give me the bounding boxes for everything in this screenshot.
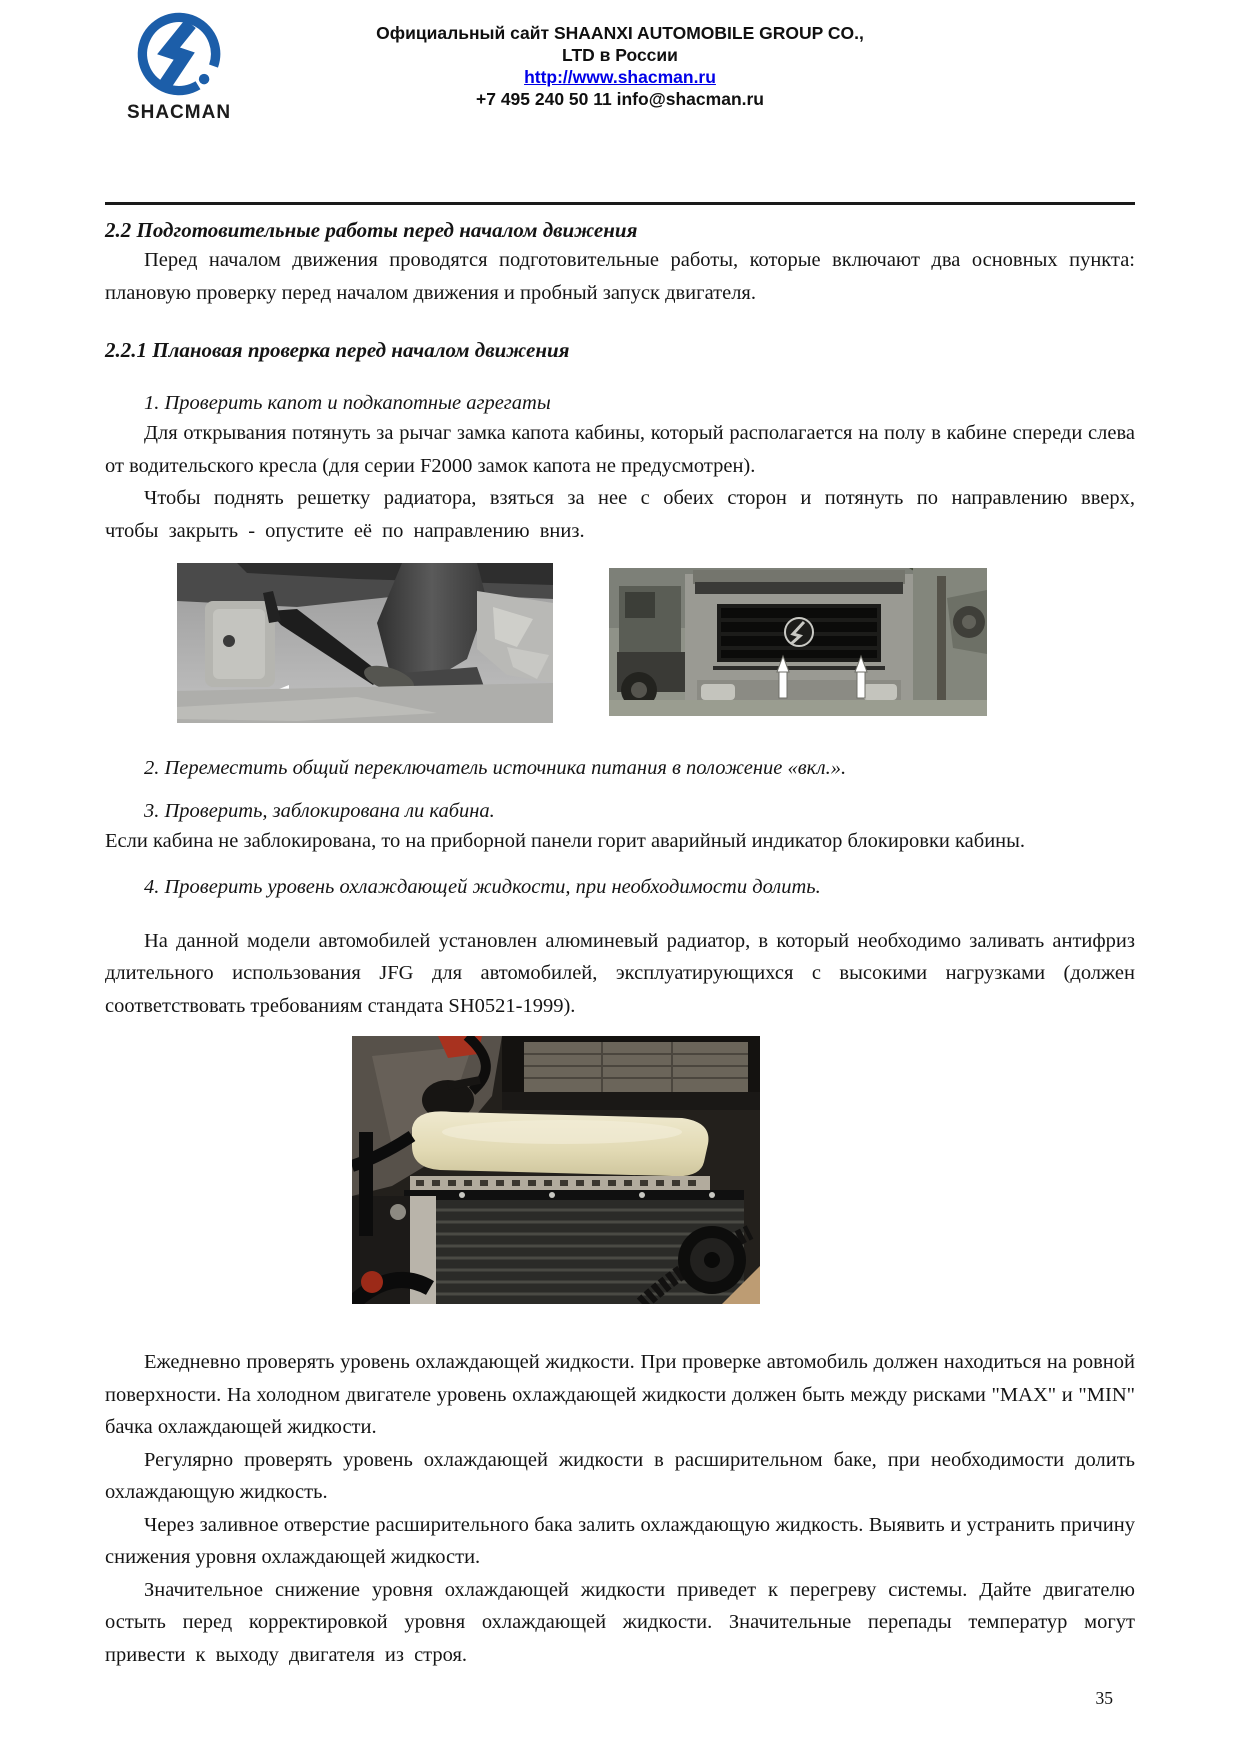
daily-check-paragraph: Ежедневно проверять уровень охлаждающей жидкости. При проверке автомобиль должен находиться на ровной поверхности. На холодном двигателе уровень охлаждающей жидкости должен быть между рисками "MAX" и "MIN" бачка охлаждающей жидкости. bbox=[105, 1351, 1135, 1438]
hood-open-paragraph: Для открывания потянуть за рычаг замка капота кабины, который располагается на полу в кабине спереди слева от водительского кресла (для серии F2000 замок капота не предусмотрен). bbox=[105, 422, 1135, 477]
shacman-logo-icon bbox=[133, 8, 225, 100]
page-number: 35 bbox=[1095, 1688, 1113, 1708]
header-line-2: LTD в России bbox=[562, 45, 678, 65]
intro-paragraph: Перед началом движения проводятся подготовительные работы, которые включают два основных пункта: плановую проверку перед началом движения и пробный запуск двигателя. bbox=[105, 249, 1135, 304]
section-2-2-heading: 2.2 Подготовительные работы перед началом движения bbox=[105, 218, 638, 242]
photo-row bbox=[105, 563, 1135, 725]
list-item-1: 1. Проверить капот и подкапотные агрегаты bbox=[144, 392, 551, 414]
list-item-2: 2. Переместить общий переключатель источника питания в положение «вкл.». bbox=[144, 757, 847, 779]
fill-paragraph: Через заливное отверстие расширительного бака залить охлаждающую жидкость. Выявить и устранить причину снижения уровня охлаждающей жидкости. bbox=[105, 1513, 1135, 1568]
logo-wordmark: SHACMAN bbox=[126, 102, 232, 123]
regular-check-paragraph: Регулярно проверять уровень охлаждающей жидкости в расширительном баке, при необходимости долить охлаждающую жидкость. bbox=[105, 1448, 1135, 1503]
shacman-logo bbox=[113, 8, 245, 124]
section-2-2-1-heading: 2.2.1 Плановая проверка перед началом движения bbox=[105, 338, 570, 362]
warning-paragraph: Значительное снижение уровня охлаждающей жидкости приведет к перегреву системы. Дайте двигателю остыть перед корректировкой уровня охлаждающей жидкости. Значительные перепады температур могут привести к выходу двигателя из строя. bbox=[105, 1578, 1135, 1666]
shacman-site-link[interactable]: http://www.shacman.ru bbox=[524, 67, 716, 87]
photo-truck-front-grille bbox=[609, 568, 987, 716]
list-item-3: 3. Проверить, заблокирована ли кабина. bbox=[144, 800, 495, 822]
header-divider bbox=[105, 202, 1135, 205]
photo-expansion-tank-radiator bbox=[352, 1036, 1135, 1304]
photo-hood-release-lever bbox=[177, 563, 553, 723]
page-header bbox=[105, 0, 1135, 192]
radiator-paragraph: На данной модели автомобилей установлен алюминевый радиатор, в который необходимо заливать антифриз длительного использования JFG для автомобилей, эксплуатирующихся с высокими нагрузками (должен соответствовать требованиям стандата SH0521-1999). bbox=[105, 929, 1135, 1017]
header-text-block bbox=[105, 0, 1135, 110]
header-line-1: Официальный сайт SHAANXI AUTOMOBILE GROUP CO., bbox=[376, 23, 864, 43]
header-contact-line: +7 495 240 50 11 info@shacman.ru bbox=[476, 89, 764, 109]
grille-paragraph: Чтобы поднять решетку радиатора, взяться за нее с обеих сторон и потянуть по направлению вверх, чтобы закрыть - опустите её по направлению вниз. bbox=[105, 487, 1135, 542]
list-item-4: 4. Проверить уровень охлаждающей жидкости, при необходимости долить. bbox=[144, 875, 821, 898]
cab-lock-paragraph: Если кабина не заблокирована, то на приборной панели горит аварийный индикатор блокировки кабины. bbox=[105, 830, 1026, 852]
